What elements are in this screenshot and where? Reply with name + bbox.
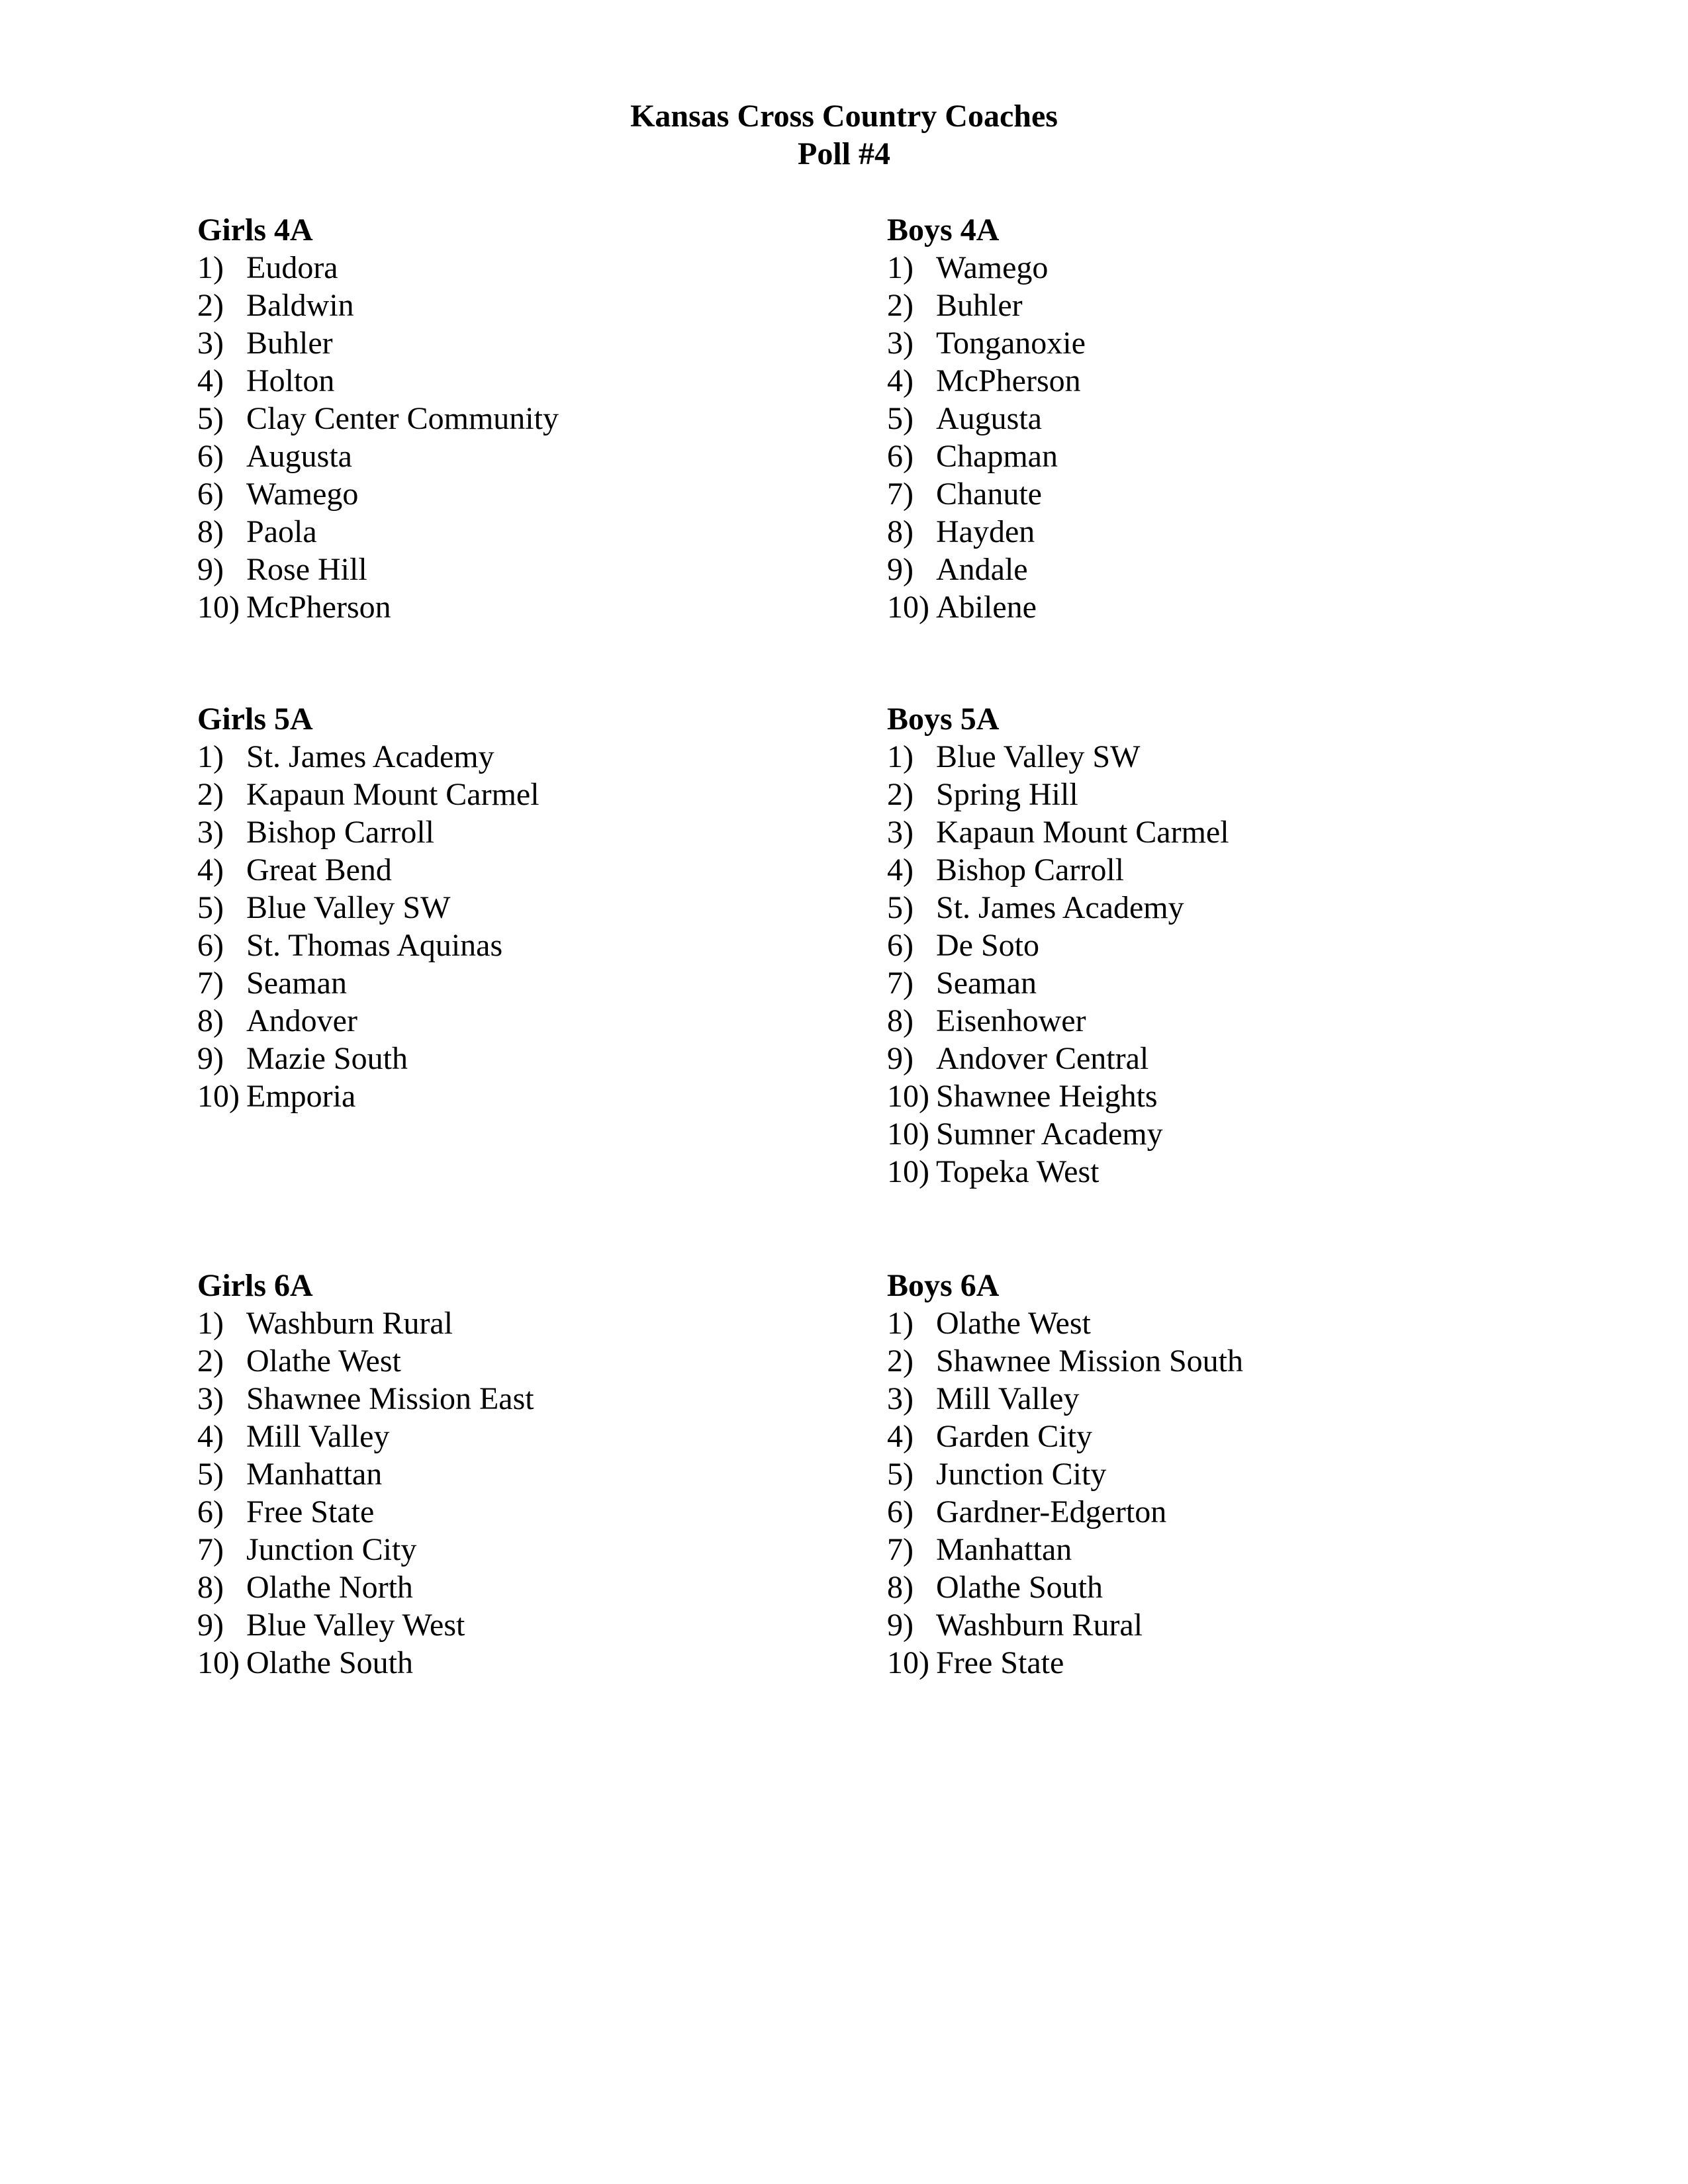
ranking-row xyxy=(887,1644,1549,1682)
ranking-row xyxy=(887,1380,1549,1418)
ranking-row xyxy=(887,738,1549,776)
team-name: Gardner-Edgerton xyxy=(936,1494,1167,1529)
section-heading: Boys 5A xyxy=(887,702,1000,737)
team-name: Olathe South xyxy=(246,1645,413,1680)
team-name: Wamego xyxy=(246,477,359,512)
ranking-row xyxy=(197,1644,859,1682)
ranking-row xyxy=(887,400,1549,437)
rank-number: 7) xyxy=(887,1532,914,1567)
team-name: Chapman xyxy=(936,439,1058,474)
team-name: Holton xyxy=(246,363,335,398)
title-line-1: Kansas Cross Country Coaches xyxy=(630,99,1058,134)
ranking-row xyxy=(197,776,859,813)
ranking-row xyxy=(887,1455,1549,1493)
team-name: Bishop Carroll xyxy=(936,852,1124,887)
ranking-row xyxy=(887,1493,1549,1531)
ranking-row xyxy=(197,324,859,362)
ranking-row xyxy=(887,1304,1549,1342)
rank-number: 1) xyxy=(887,1306,914,1341)
rank-number: 2) xyxy=(197,777,224,812)
section-boys-5a xyxy=(887,700,1549,1191)
team-name: St. James Academy xyxy=(936,890,1184,925)
team-name: Olathe West xyxy=(936,1306,1091,1341)
ranking-row xyxy=(197,964,859,1002)
team-name: Seaman xyxy=(936,966,1037,1001)
ranking-row xyxy=(887,249,1549,287)
team-name: Eisenhower xyxy=(936,1003,1086,1038)
rank-number: 3) xyxy=(197,1381,224,1416)
ranking-row xyxy=(887,287,1549,324)
section-heading: Boys 4A xyxy=(887,212,1000,248)
rank-number: 3) xyxy=(197,815,224,850)
team-name: Shawnee Mission South xyxy=(936,1343,1244,1379)
team-name: Blue Valley SW xyxy=(936,739,1141,774)
section-heading: Girls 5A xyxy=(197,702,313,737)
team-name: Olathe West xyxy=(246,1343,401,1379)
document-title xyxy=(0,97,1688,173)
team-name: Eudora xyxy=(246,250,338,285)
rank-number: 10) xyxy=(197,1645,240,1680)
team-name: Free State xyxy=(936,1645,1064,1680)
team-name: Hayden xyxy=(936,514,1035,549)
ranking-row xyxy=(887,475,1549,513)
section-boys-6a xyxy=(887,1267,1549,1682)
rank-number: 3) xyxy=(887,815,914,850)
rank-number: 6) xyxy=(197,477,224,512)
rank-number: 1) xyxy=(887,250,914,285)
ranking-row xyxy=(887,513,1549,551)
ranking-list xyxy=(197,249,859,626)
ranking-row xyxy=(887,1418,1549,1455)
rank-number: 4) xyxy=(197,1419,224,1454)
team-name: Free State xyxy=(246,1494,375,1529)
rank-number: 9) xyxy=(197,552,224,587)
rank-number: 7) xyxy=(887,477,914,512)
ranking-list xyxy=(887,738,1549,1191)
team-name: Buhler xyxy=(936,288,1023,323)
rank-number: 8) xyxy=(887,1570,914,1605)
team-name: Blue Valley SW xyxy=(246,890,451,925)
rank-number: 1) xyxy=(197,250,224,285)
rank-number: 3) xyxy=(887,1381,914,1416)
ranking-row xyxy=(197,1569,859,1606)
team-name: Andover Central xyxy=(936,1041,1149,1076)
rank-number: 3) xyxy=(887,326,914,361)
rank-number: 8) xyxy=(197,1003,224,1038)
team-name: Shawnee Mission East xyxy=(246,1381,534,1416)
team-name: Washburn Rural xyxy=(936,1608,1143,1643)
rank-number: 1) xyxy=(197,1306,224,1341)
rank-number: 10) xyxy=(887,1116,929,1152)
rank-number: 4) xyxy=(887,852,914,887)
rank-number: 2) xyxy=(197,1343,224,1379)
rank-number: 6) xyxy=(197,439,224,474)
ranking-row xyxy=(887,1115,1549,1153)
ranking-list xyxy=(887,249,1549,626)
ranking-row xyxy=(197,1040,859,1077)
team-name: Emporia xyxy=(246,1079,356,1114)
ranking-list xyxy=(197,1304,859,1682)
team-name: Kapaun Mount Carmel xyxy=(246,777,539,812)
ranking-row xyxy=(887,964,1549,1002)
ranking-row xyxy=(197,851,859,889)
section-heading: Girls 4A xyxy=(197,212,313,248)
rank-number: 5) xyxy=(197,1457,224,1492)
rank-number: 1) xyxy=(197,739,224,774)
rank-number: 8) xyxy=(197,1570,224,1605)
rank-number: 8) xyxy=(197,514,224,549)
team-name: Manhattan xyxy=(246,1457,383,1492)
ranking-row xyxy=(887,1002,1549,1040)
ranking-row xyxy=(887,1342,1549,1380)
rank-number: 5) xyxy=(197,401,224,436)
rank-number: 7) xyxy=(197,966,224,1001)
rank-number: 4) xyxy=(197,852,224,887)
ranking-row xyxy=(197,1304,859,1342)
ranking-row xyxy=(197,1493,859,1531)
rank-number: 4) xyxy=(887,1419,914,1454)
title-line-2: Poll #4 xyxy=(798,136,890,171)
rank-number: 10) xyxy=(197,590,240,625)
ranking-row xyxy=(197,287,859,324)
team-name: Paola xyxy=(246,514,317,549)
team-name: Andover xyxy=(246,1003,357,1038)
rank-number: 9) xyxy=(887,1608,914,1643)
rank-number: 6) xyxy=(887,1494,914,1529)
rank-number: 2) xyxy=(887,1343,914,1379)
ranking-row xyxy=(197,813,859,851)
rank-number: 8) xyxy=(887,514,914,549)
rank-number: 7) xyxy=(197,1532,224,1567)
ranking-list xyxy=(197,738,859,1115)
ranking-row xyxy=(197,889,859,927)
team-name: Bishop Carroll xyxy=(246,815,434,850)
team-name: Seaman xyxy=(246,966,347,1001)
rank-number: 9) xyxy=(197,1041,224,1076)
ranking-row xyxy=(197,513,859,551)
team-name: Tonganoxie xyxy=(936,326,1086,361)
ranking-row xyxy=(197,249,859,287)
section-heading: Boys 6A xyxy=(887,1268,1000,1303)
ranking-list xyxy=(887,1304,1549,1682)
ranking-row xyxy=(887,1569,1549,1606)
rank-number: 10) xyxy=(887,1154,929,1189)
section-girls-6a xyxy=(197,1267,859,1682)
ranking-row xyxy=(197,588,859,626)
team-name: Manhattan xyxy=(936,1532,1072,1567)
ranking-row xyxy=(887,1040,1549,1077)
ranking-row xyxy=(197,437,859,475)
rank-number: 9) xyxy=(887,1041,914,1076)
ranking-row xyxy=(887,1153,1549,1191)
ranking-row xyxy=(887,324,1549,362)
ranking-row xyxy=(197,551,859,588)
rank-number: 1) xyxy=(887,739,914,774)
ranking-row xyxy=(887,1531,1549,1569)
rank-number: 5) xyxy=(887,890,914,925)
team-name: McPherson xyxy=(246,590,391,625)
team-name: Kapaun Mount Carmel xyxy=(936,815,1229,850)
team-name: Blue Valley West xyxy=(246,1608,465,1643)
team-name: Augusta xyxy=(246,439,352,474)
rank-number: 5) xyxy=(197,890,224,925)
team-name: Mazie South xyxy=(246,1041,408,1076)
ranking-row xyxy=(197,362,859,400)
section-girls-4a xyxy=(197,211,859,626)
ranking-row xyxy=(197,927,859,964)
section-heading: Girls 6A xyxy=(197,1268,313,1303)
team-name: Abilene xyxy=(936,590,1037,625)
team-name: Clay Center Community xyxy=(246,401,559,436)
rank-number: 6) xyxy=(887,928,914,963)
rank-number: 9) xyxy=(197,1608,224,1643)
team-name: Rose Hill xyxy=(246,552,367,587)
ranking-row xyxy=(197,1606,859,1644)
team-name: Junction City xyxy=(246,1532,417,1567)
ranking-row xyxy=(197,1380,859,1418)
ranking-row xyxy=(197,1002,859,1040)
team-name: Topeka West xyxy=(936,1154,1100,1189)
rank-number: 3) xyxy=(197,326,224,361)
ranking-row xyxy=(887,437,1549,475)
ranking-row xyxy=(197,1455,859,1493)
ranking-row xyxy=(887,1606,1549,1644)
team-name: Olathe North xyxy=(246,1570,413,1605)
rank-number: 7) xyxy=(887,966,914,1001)
ranking-row xyxy=(887,776,1549,813)
rank-number: 10) xyxy=(887,1079,929,1114)
ranking-row xyxy=(197,1531,859,1569)
section-girls-5a xyxy=(197,700,859,1115)
section-boys-4a xyxy=(887,211,1549,626)
ranking-row xyxy=(887,927,1549,964)
rank-number: 5) xyxy=(887,1457,914,1492)
team-name: Wamego xyxy=(936,250,1049,285)
ranking-row xyxy=(887,551,1549,588)
rank-number: 5) xyxy=(887,401,914,436)
ranking-row xyxy=(197,1342,859,1380)
team-name: Washburn Rural xyxy=(246,1306,453,1341)
team-name: Great Bend xyxy=(246,852,392,887)
rank-number: 4) xyxy=(887,363,914,398)
rank-number: 2) xyxy=(197,288,224,323)
ranking-row xyxy=(887,851,1549,889)
team-name: Spring Hill xyxy=(936,777,1078,812)
team-name: Buhler xyxy=(246,326,333,361)
ranking-row xyxy=(197,475,859,513)
team-name: Baldwin xyxy=(246,288,354,323)
rank-number: 10) xyxy=(197,1079,240,1114)
rank-number: 6) xyxy=(887,439,914,474)
team-name: De Soto xyxy=(936,928,1039,963)
rank-number: 2) xyxy=(887,288,914,323)
ranking-row xyxy=(197,400,859,437)
rank-number: 2) xyxy=(887,777,914,812)
ranking-row xyxy=(887,889,1549,927)
rank-number: 8) xyxy=(887,1003,914,1038)
ranking-row xyxy=(197,738,859,776)
team-name: Augusta xyxy=(936,401,1042,436)
team-name: Olathe South xyxy=(936,1570,1103,1605)
team-name: McPherson xyxy=(936,363,1081,398)
team-name: Mill Valley xyxy=(246,1419,390,1454)
ranking-row xyxy=(887,362,1549,400)
team-name: Chanute xyxy=(936,477,1042,512)
team-name: St. Thomas Aquinas xyxy=(246,928,503,963)
rank-number: 10) xyxy=(887,1645,929,1680)
ranking-row xyxy=(197,1418,859,1455)
ranking-row xyxy=(887,1077,1549,1115)
team-name: Mill Valley xyxy=(936,1381,1080,1416)
ranking-row xyxy=(887,813,1549,851)
ranking-row xyxy=(887,588,1549,626)
team-name: Garden City xyxy=(936,1419,1092,1454)
rank-number: 9) xyxy=(887,552,914,587)
team-name: Andale xyxy=(936,552,1028,587)
team-name: St. James Academy xyxy=(246,739,494,774)
team-name: Shawnee Heights xyxy=(936,1079,1158,1114)
rank-number: 6) xyxy=(197,1494,224,1529)
team-name: Junction City xyxy=(936,1457,1107,1492)
ranking-row xyxy=(197,1077,859,1115)
rank-number: 4) xyxy=(197,363,224,398)
rank-number: 6) xyxy=(197,928,224,963)
rank-number: 10) xyxy=(887,590,929,625)
team-name: Sumner Academy xyxy=(936,1116,1163,1152)
